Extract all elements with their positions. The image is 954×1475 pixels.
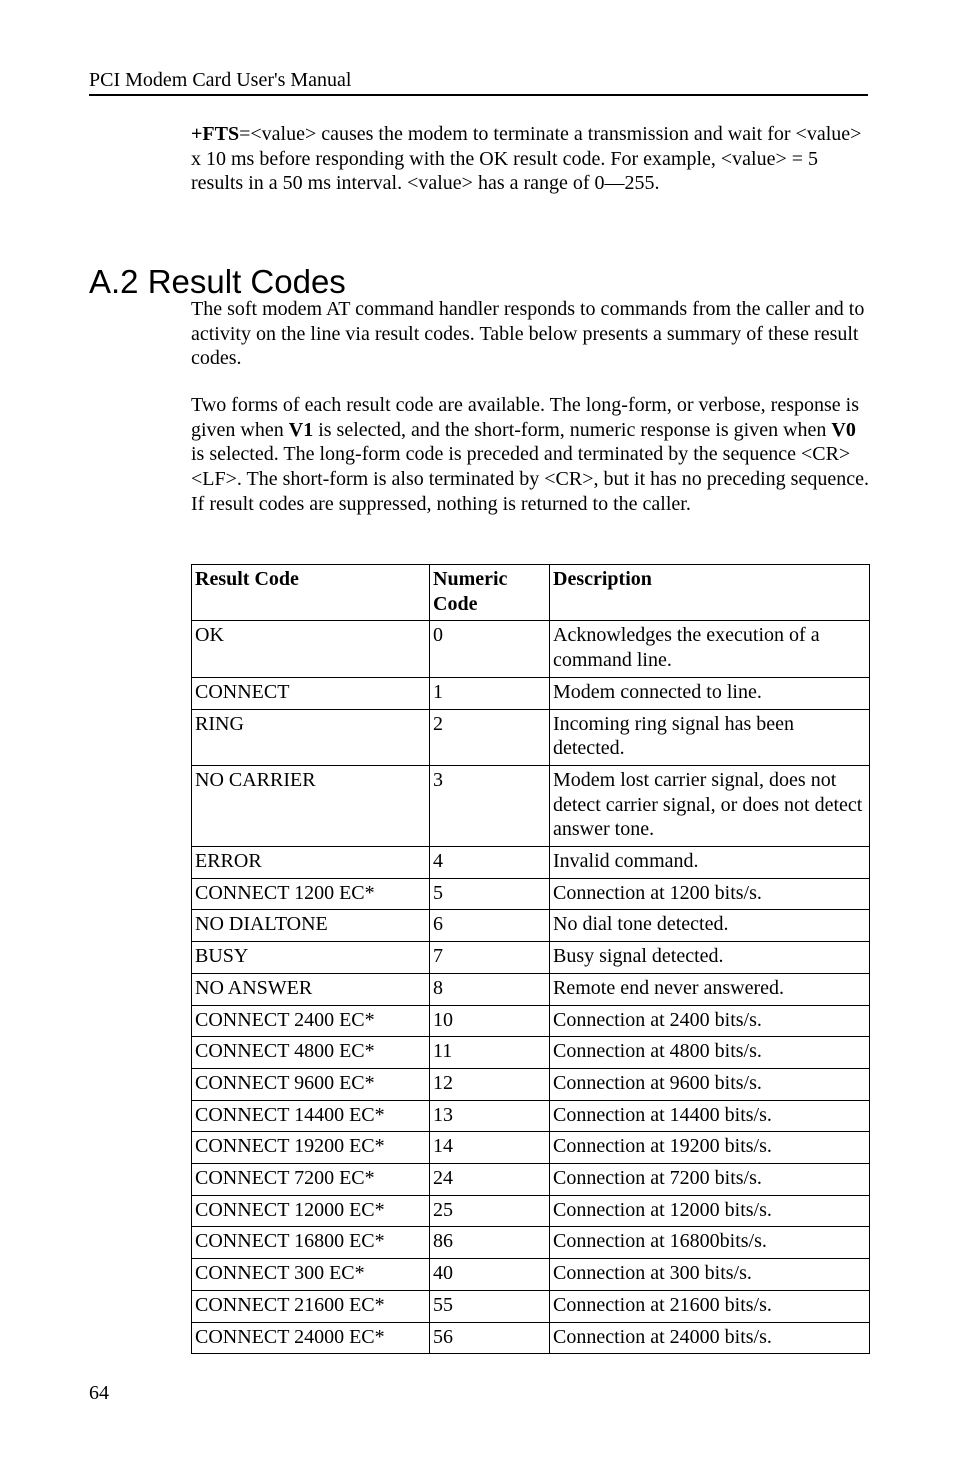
description-cell: No dial tone detected. [550, 910, 870, 942]
table-row [192, 1132, 870, 1164]
table-row [192, 1164, 870, 1196]
numeric-code-cell: 6 [430, 910, 550, 942]
fts-command: +FTS [191, 123, 240, 145]
result-code-cell: CONNECT 21600 EC* [192, 1290, 430, 1322]
table-row [192, 621, 870, 677]
table-row [192, 1290, 870, 1322]
result-code-cell: CONNECT 19200 EC* [192, 1132, 430, 1164]
description-cell: Busy signal detected. [550, 942, 870, 974]
result-code-cell: CONNECT 4800 EC* [192, 1037, 430, 1069]
fts-paragraph [191, 122, 871, 196]
result-code-cell: CONNECT 1200 EC* [192, 878, 430, 910]
description-cell: Connection at 12000 bits/s. [550, 1195, 870, 1227]
result-code-cell: CONNECT 9600 EC* [192, 1068, 430, 1100]
numeric-code-cell: 24 [430, 1164, 550, 1196]
description-cell: Modem lost carrier signal, does not detect carrier signal, or does not detect answer tone. [550, 765, 870, 846]
numeric-code-cell: 10 [430, 1005, 550, 1037]
forms-paragraph [191, 393, 871, 517]
description-cell: Acknowledges the execution of a command line. [550, 621, 870, 677]
table-row [192, 1005, 870, 1037]
header-result-code: Result Code [192, 565, 430, 621]
page-number: 64 [89, 1382, 109, 1404]
description-cell: Connection at 300 bits/s. [550, 1259, 870, 1291]
description-cell: Invalid command. [550, 847, 870, 879]
forms-text-1: Two forms of each result code are available. The long-form, or verbose, response is given when [191, 394, 859, 441]
table-row [192, 942, 870, 974]
result-code-cell: BUSY [192, 942, 430, 974]
description-cell: Connection at 19200 bits/s. [550, 1132, 870, 1164]
table-header-row [192, 565, 870, 621]
numeric-code-cell: 4 [430, 847, 550, 879]
description-cell: Connection at 4800 bits/s. [550, 1037, 870, 1069]
table-row [192, 973, 870, 1005]
numeric-code-cell: 12 [430, 1068, 550, 1100]
table-row [192, 910, 870, 942]
result-code-cell: NO DIALTONE [192, 910, 430, 942]
result-code-cell: CONNECT 24000 EC* [192, 1322, 430, 1354]
table-row [192, 1259, 870, 1291]
description-cell: Modem connected to line. [550, 677, 870, 709]
table-row [192, 1195, 870, 1227]
result-code-cell: OK [192, 621, 430, 677]
description-cell: Connection at 16800bits/s. [550, 1227, 870, 1259]
numeric-code-cell: 86 [430, 1227, 550, 1259]
description-cell: Connection at 24000 bits/s. [550, 1322, 870, 1354]
table-row [192, 1322, 870, 1354]
numeric-code-cell: 8 [430, 973, 550, 1005]
numeric-code-cell: 2 [430, 709, 550, 765]
description-cell: Connection at 1200 bits/s. [550, 878, 870, 910]
numeric-code-cell: 40 [430, 1259, 550, 1291]
description-cell: Connection at 21600 bits/s. [550, 1290, 870, 1322]
table-row [192, 677, 870, 709]
result-code-cell: CONNECT 14400 EC* [192, 1100, 430, 1132]
numeric-code-cell: 3 [430, 765, 550, 846]
result-code-cell: NO ANSWER [192, 973, 430, 1005]
table-row [192, 878, 870, 910]
table-body [192, 621, 870, 1354]
description-cell: Remote end never answered. [550, 973, 870, 1005]
numeric-code-cell: 1 [430, 677, 550, 709]
numeric-code-cell: 11 [430, 1037, 550, 1069]
numeric-code-cell: 25 [430, 1195, 550, 1227]
result-code-cell: RING [192, 709, 430, 765]
table-row [192, 847, 870, 879]
numeric-code-cell: 5 [430, 878, 550, 910]
v0-command: V0 [831, 418, 856, 441]
forms-text-3: is selected. The long-form code is preceded and terminated by the sequence <CR> <LF>. The short-form is also terminated by <CR>, but it has no preceding sequence. If result codes are suppressed, nothing is returned to the caller. [191, 443, 869, 515]
header-numeric-code: Numeric Code [430, 565, 550, 621]
result-code-cell: NO CARRIER [192, 765, 430, 846]
description-cell: Connection at 7200 bits/s. [550, 1164, 870, 1196]
numeric-code-cell: 0 [430, 621, 550, 677]
table-row [192, 1068, 870, 1100]
description-cell: Connection at 2400 bits/s. [550, 1005, 870, 1037]
description-cell: Incoming ring signal has been detected. [550, 709, 870, 765]
table-row [192, 1100, 870, 1132]
numeric-code-cell: 55 [430, 1290, 550, 1322]
numeric-code-cell: 13 [430, 1100, 550, 1132]
result-code-cell: ERROR [192, 847, 430, 879]
result-code-cell: CONNECT 2400 EC* [192, 1005, 430, 1037]
result-code-cell: CONNECT 7200 EC* [192, 1164, 430, 1196]
table-row [192, 709, 870, 765]
numeric-code-cell: 7 [430, 942, 550, 974]
v1-command: V1 [288, 418, 314, 441]
result-code-cell: CONNECT [192, 677, 430, 709]
intro-paragraph: The soft modem AT command handler responds to commands from the caller and to activity on the line via result codes. Table below presents a summary of these result codes. [191, 298, 865, 370]
running-header: PCI Modem Card User's Manual [89, 68, 868, 96]
table-row [192, 1037, 870, 1069]
description-cell: Connection at 14400 bits/s. [550, 1100, 870, 1132]
description-cell: Connection at 9600 bits/s. [550, 1068, 870, 1100]
section-title: A.2 Result Codes [89, 263, 346, 301]
result-code-cell: CONNECT 16800 EC* [192, 1227, 430, 1259]
forms-text-2: is selected, and the short-form, numeric response is given when [313, 418, 832, 441]
fts-text: =<value> causes the modem to terminate a transmission and wait for <value> x 10 ms before responding with the OK result code. For example, <value> = 5 results in a 50 ms interval. <value> has a range of 0—255. [191, 123, 862, 195]
result-code-cell: CONNECT 12000 EC* [192, 1195, 430, 1227]
numeric-code-cell: 56 [430, 1322, 550, 1354]
table-row [192, 1227, 870, 1259]
result-codes-table [191, 564, 870, 1354]
table-row [192, 765, 870, 846]
result-code-cell: CONNECT 300 EC* [192, 1259, 430, 1291]
numeric-code-cell: 14 [430, 1132, 550, 1164]
header-description: Description [550, 565, 870, 621]
